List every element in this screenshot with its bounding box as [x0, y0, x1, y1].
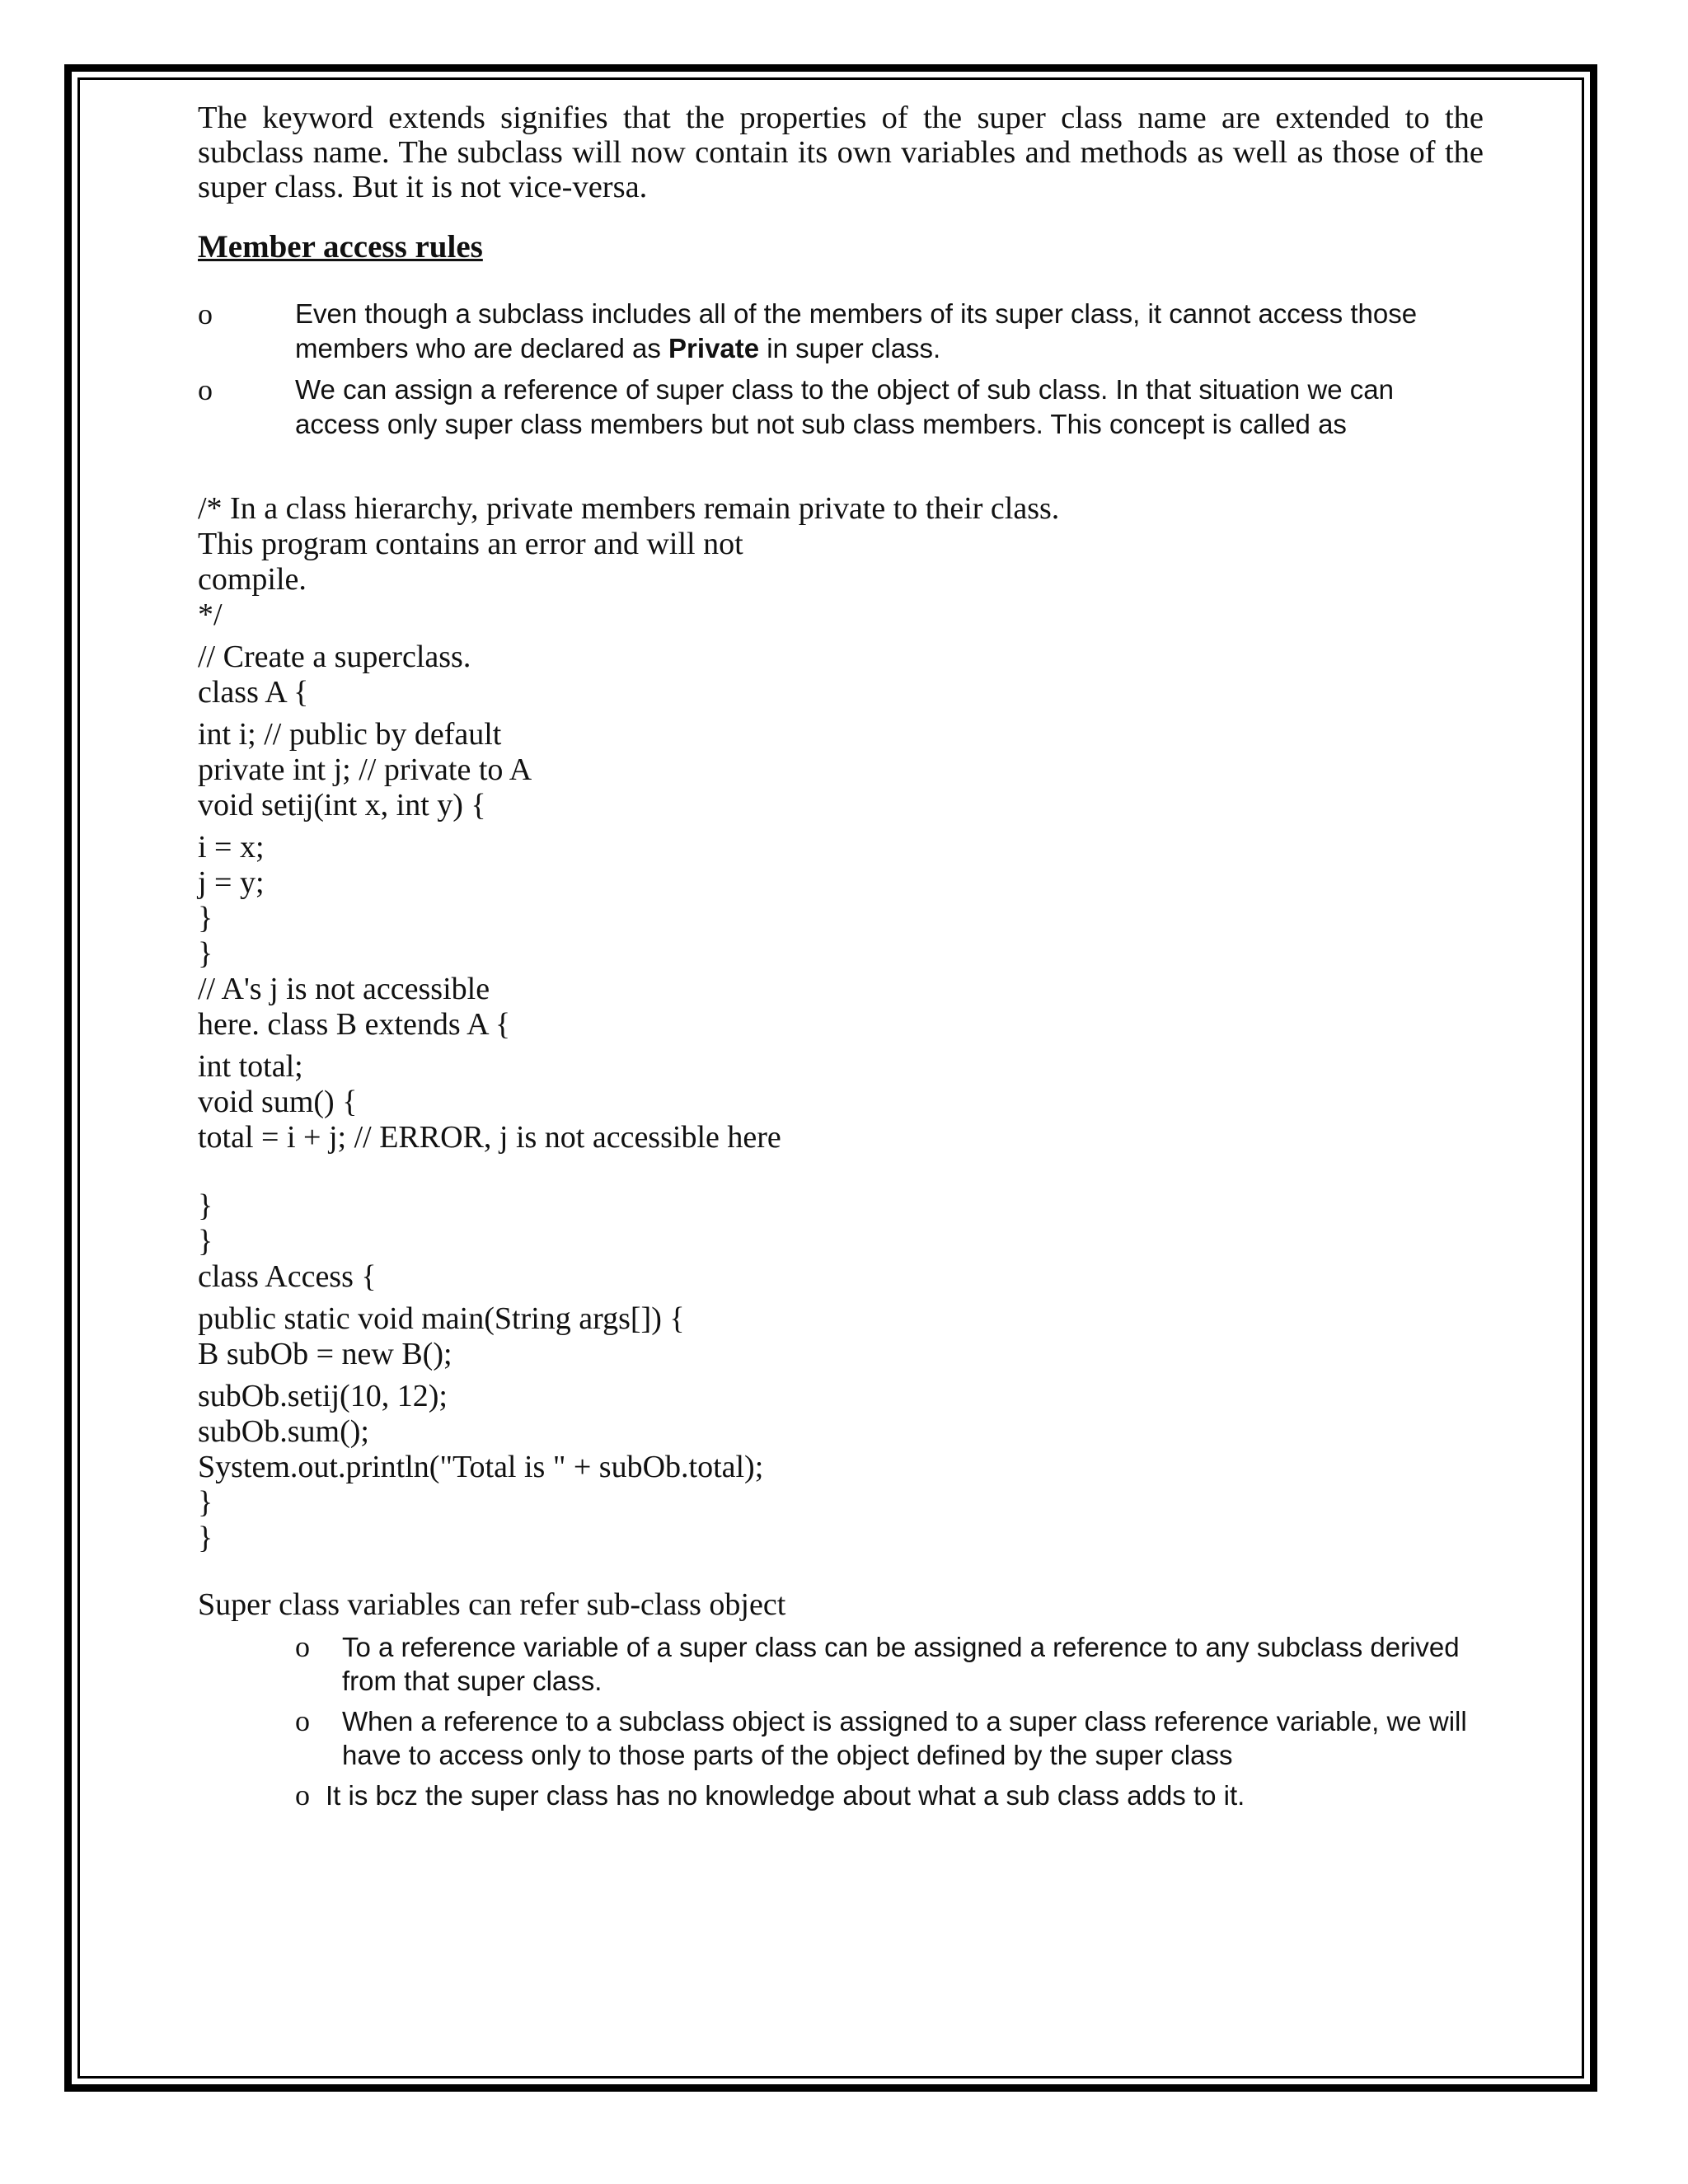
bullet-marker: o	[198, 373, 213, 406]
code-line: total = i + j; // ERROR, j is not accessible here	[198, 1120, 781, 1155]
intro-paragraph: The keyword extends signifies that the properties of the super class name are extended to the subclass name. The subclass will now contain its own variables and methods as well as those of the super class. But it is not vice-versa.	[198, 101, 1484, 204]
bullet-marker: o	[198, 298, 213, 330]
code-line: /* In a class hierarchy, private members remain private to their class.	[198, 491, 1060, 526]
bullet-marker: o	[295, 1630, 310, 1663]
code-line: int total;	[198, 1049, 303, 1084]
code-line: subOb.setij(10, 12);	[198, 1379, 448, 1413]
code-line: int i; // public by default	[198, 717, 502, 752]
code-line: }	[198, 1485, 213, 1520]
point-text: When a reference to a subclass object is assigned to a super class reference variable, we will have to access only to those parts of the object defined by the super class	[342, 1706, 1467, 1770]
rule-text-end: in super class.	[759, 333, 941, 363]
code-line: public static void main(String args[]) {	[198, 1301, 685, 1336]
rule-text: We can assign a reference of super class to the object of sub class. In that situation we can access only super class members but not sub class members. This concept is called as	[295, 374, 1394, 439]
super-class-variables-heading: Super class variables can refer sub-class object	[198, 1587, 786, 1622]
code-line: */	[198, 598, 223, 632]
code-line: compile.	[198, 562, 307, 597]
code-line: void sum() {	[198, 1085, 358, 1119]
super-class-points-list	[198, 1630, 1484, 1812]
list-item	[198, 1630, 1484, 1698]
code-line: System.out.println("Total is " + subOb.total);	[198, 1450, 764, 1484]
list-item	[198, 1779, 1484, 1812]
code-line: class Access {	[198, 1259, 377, 1294]
code-line: subOb.sum();	[198, 1414, 369, 1449]
code-line: // Create a superclass.	[198, 640, 471, 674]
code-line: // A's j is not accessible	[198, 972, 490, 1006]
code-line: j = y;	[198, 865, 265, 900]
code-line: }	[198, 1224, 213, 1258]
rule-text: Even though a subclass includes all of the members of its super class, it cannot access those members who are declared as	[295, 298, 1418, 363]
code-line: }	[198, 936, 213, 971]
code-line: B subOb = new B();	[198, 1337, 452, 1371]
code-line: }	[198, 1188, 213, 1223]
point-text: It is bcz the super class has no knowledge about what a sub class adds to it.	[326, 1780, 1245, 1811]
code-line: here. class B extends A {	[198, 1007, 511, 1042]
code-line: }	[198, 1521, 213, 1555]
rule-bold-keyword: Private	[668, 333, 760, 363]
list-item	[198, 1704, 1484, 1772]
code-line: This program contains an error and will not	[198, 527, 743, 561]
bullet-marker: o	[295, 1779, 310, 1811]
code-line: private int j; // private to A	[198, 752, 532, 787]
section-heading: Member access rules	[198, 229, 483, 265]
code-line: }	[198, 901, 213, 935]
point-text: To a reference variable of a super class can be assigned a reference to any subclass derived from that super class.	[342, 1632, 1460, 1696]
member-access-rules-list	[198, 297, 1484, 442]
rule-private-members	[198, 297, 1484, 366]
code-line: i = x;	[198, 830, 265, 865]
code-listing	[198, 491, 1484, 1556]
document-body	[198, 101, 1484, 1819]
code-line: class A {	[198, 675, 309, 710]
rule-super-reference	[198, 373, 1484, 442]
bullet-marker: o	[295, 1704, 310, 1737]
code-line: void setij(int x, int y) {	[198, 788, 486, 823]
